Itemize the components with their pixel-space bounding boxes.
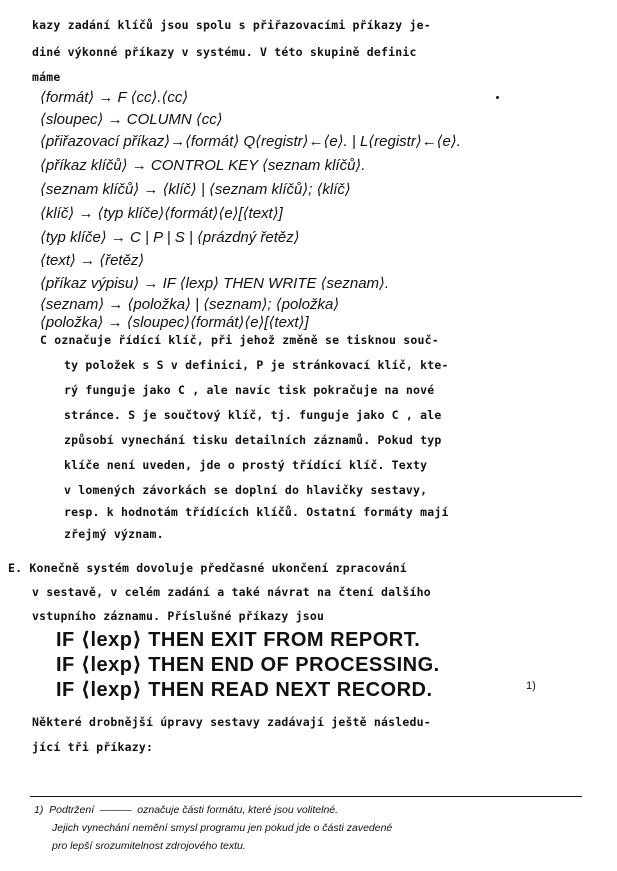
closing-line-2: jící tři příkazy: [32, 740, 154, 754]
explain-line-2: ty položek s S v definici, P je stránkovací klíč, kte- [64, 358, 449, 372]
section-e-line-3: vstupního záznamu. Příslušné příkazy jsou [32, 609, 325, 623]
definition-9: ⟨příkaz výpisu⟩ → IF ⟨lexp⟩ THEN WRITE ⟨seznam⟩. [40, 275, 390, 292]
margin-dot [496, 96, 499, 99]
explain-line-5: způsobí vynechání tisku detailních záznamů. Pokud typ [64, 433, 442, 447]
explain-line-6: klíče není uveden, jde o prostý třídící klíč. Texty [64, 458, 428, 472]
definition-2: ⟨sloupec⟩ → COLUMN ⟨cc⟩ [40, 111, 223, 128]
closing-line-1: Některé drobnější úpravy sestavy zadávají ještě následu- [32, 715, 431, 729]
explain-line-8: resp. k hodnotám třídících klíčů. Ostatní formáty mají [64, 505, 449, 519]
footnote-line-3: pro lepší srozumitelnost zdrojového textu. [52, 840, 246, 852]
section-e-line-2: v sestavě, v celém zadání a také návrat na čtení dalšího [32, 585, 431, 599]
explain-line-4: stránce. S je součtový klíč, tj. funguje jako C , ale [64, 408, 442, 422]
command-read: IF ⟨lexp⟩ THEN READ NEXT RECORD. [56, 679, 433, 701]
text-line-2: diné výkonné příkazy v systému. V této skupině definic [32, 45, 417, 59]
definition-11: ⟨položka⟩ → ⟨sloupec⟩⟨formát⟩⟨e⟩[⟨text⟩] [40, 314, 309, 331]
footnote-divider [30, 796, 582, 797]
definition-3: ⟨přiřazovací příkaz⟩→⟨formát⟩ Q⟨registr⟩←⟨e⟩. | L⟨registr⟩←⟨e⟩. [40, 133, 461, 150]
text-line-3: máme [32, 70, 61, 84]
command-end: IF ⟨lexp⟩ THEN END OF PROCESSING. [56, 654, 440, 676]
definition-8: ⟨text⟩ → ⟨řetěz⟩ [40, 252, 145, 269]
definition-10: ⟨seznam⟩ → ⟨položka⟩ | ⟨seznam⟩; ⟨položka⟩ [40, 296, 340, 313]
footnote-marker: 1) [526, 680, 536, 692]
definition-6: ⟨klíč⟩ → ⟨typ klíče⟩⟨formát⟩⟨e⟩[⟨text⟩] [40, 205, 283, 222]
definition-7: ⟨typ klíče⟩ → C | P | S | ⟨prázdný řetěz⟩ [40, 229, 300, 246]
explain-line-3: rý funguje jako C , ale navíc tisk pokračuje na nové [64, 383, 435, 397]
command-exit: IF ⟨lexp⟩ THEN EXIT FROM REPORT. [56, 629, 421, 651]
text-line-1: kazy zadání klíčů jsou spolu s přiřazovacími příkazy je- [32, 18, 431, 32]
explain-line-1: C označuje řídící klíč, při jehož změně se tisknou souč- [40, 333, 439, 347]
definition-5: ⟨seznam klíčů⟩ → ⟨klíč⟩ | ⟨seznam klíčů⟩; ⟨klíč⟩ [40, 181, 351, 198]
footnote-line-1: 1) Podtržení ——— označuje části formátu, které jsou volitelné. [34, 804, 339, 816]
section-e-line-1: E. Konečně systém dovoluje předčasné ukončení zpracování [8, 561, 407, 575]
definition-1: ⟨formát⟩ → F ⟨cc⟩.⟨cc⟩ [40, 89, 189, 106]
definition-4: ⟨příkaz klíčů⟩ → CONTROL KEY ⟨seznam klíčů⟩. [40, 157, 366, 174]
footnote-line-2: Jejich vynechání nemění smysl programu jen pokud jde o části zavedené [52, 822, 393, 834]
explain-line-7: v lomených závorkách se doplní do hlavičky sestavy, [64, 483, 428, 497]
explain-line-9: zřejmý význam. [64, 527, 164, 541]
